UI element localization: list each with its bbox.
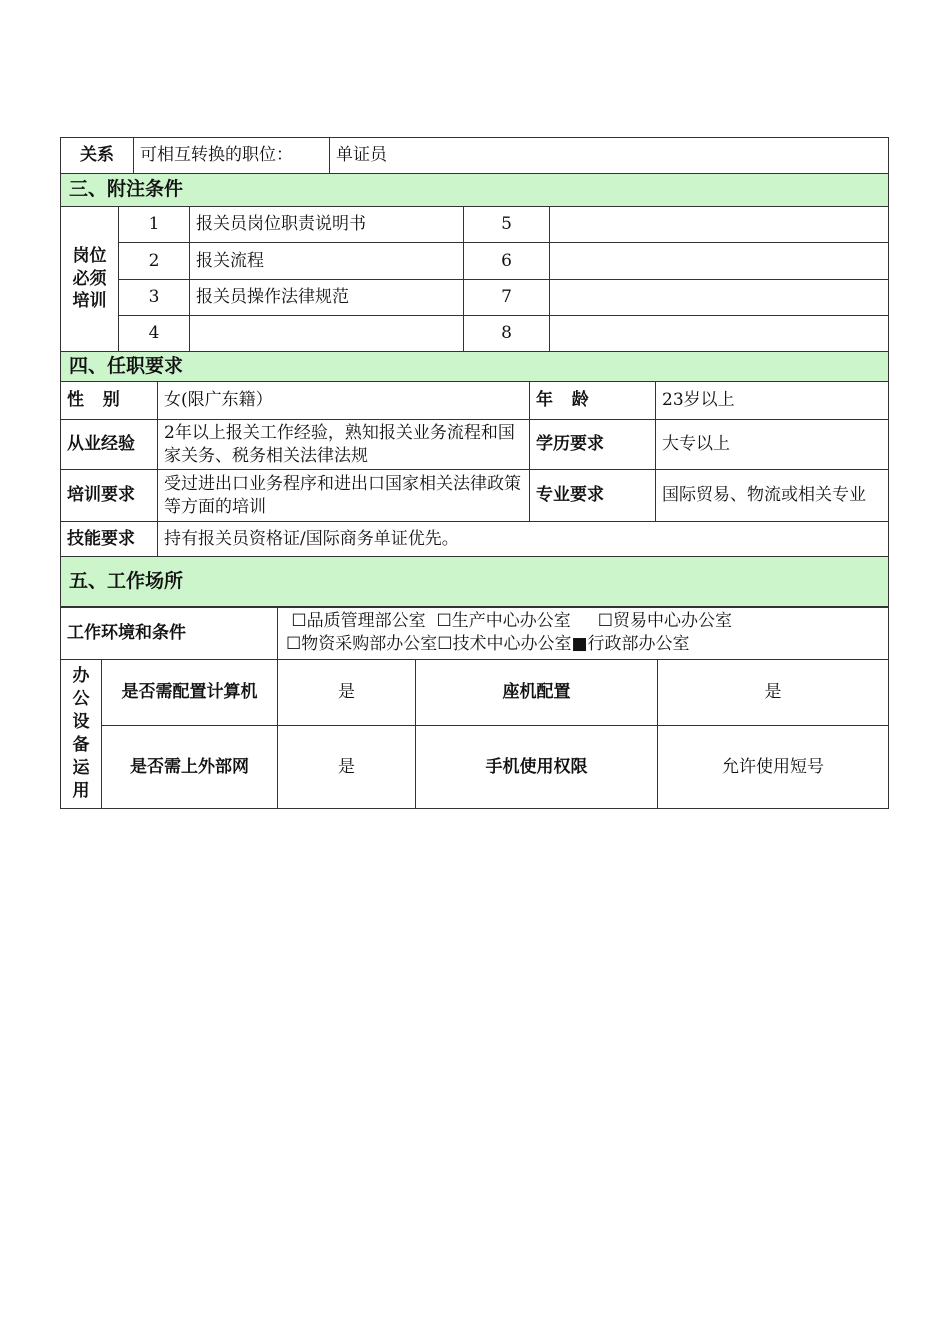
computer-value: 是 (278, 660, 416, 726)
mobile-permission-label: 手机使用权限 (416, 726, 658, 809)
training-number: 2 (119, 243, 190, 280)
internet-value: 是 (278, 726, 416, 809)
section-4-title: 四、任职要求 (61, 352, 889, 382)
age-label: 年龄 (530, 382, 656, 420)
major-label: 专业要求 (530, 470, 656, 522)
training-item (550, 243, 889, 280)
mobile-permission-value: 允许使用短号 (658, 726, 889, 809)
training-item: 报关流程 (190, 243, 464, 280)
relation-label: 关系 (61, 138, 134, 174)
training-item (550, 207, 889, 243)
training-number: 4 (119, 316, 190, 352)
environment-table (60, 606, 889, 660)
office-equipment-table (60, 659, 889, 809)
training-number: 8 (464, 316, 550, 352)
requirements-table (60, 381, 889, 608)
gender-label: 性别 (61, 382, 158, 420)
training-number: 5 (464, 207, 550, 243)
experience-value: 2年以上报关工作经验，熟知报关业务流程和国家关务、税务相关法律法规 (158, 420, 530, 470)
required-training-label: 岗位 必须 培训 (61, 207, 119, 352)
major-value: 国际贸易、物流或相关专业 (656, 470, 889, 522)
education-label: 学历要求 (530, 420, 656, 470)
convertible-position-label: 可相互转换的职位： (134, 138, 330, 174)
training-number: 1 (119, 207, 190, 243)
training-req-value: 受过进出口业务程序和进出口国家相关法律政策等方面的培训 (158, 470, 530, 522)
environment-label: 工作环境和条件 (61, 607, 278, 660)
skill-value: 持有报关员资格证/国际商务单证优先。 (158, 522, 889, 557)
convertible-position-value: 单证员 (330, 138, 889, 174)
relation-table (60, 137, 889, 207)
training-number: 3 (119, 280, 190, 316)
skill-label: 技能要求 (61, 522, 158, 557)
environment-options-line-2: ☐物资采购部办公室☐技术中心办公室■行政部办公室 (286, 634, 690, 654)
training-item (190, 316, 464, 352)
computer-label: 是否需配置计算机 (102, 660, 278, 726)
training-item: 报关员操作法律规范 (190, 280, 464, 316)
age-value: 23岁以上 (656, 382, 889, 420)
section-5-title: 五、工作场所 (61, 557, 889, 608)
office-equipment-label: 办 公 设 备 运 用 (61, 660, 102, 809)
training-number: 6 (464, 243, 550, 280)
training-table (60, 206, 889, 382)
training-item (550, 316, 889, 352)
internet-label: 是否需上外部网 (102, 726, 278, 809)
environment-options-line-1: ☐品质管理部公室 ☐生产中心办公室 ☐贸易中心办公室 (286, 611, 732, 632)
landline-label: 座机配置 (416, 660, 658, 726)
section-3-title: 三、附注条件 (61, 174, 889, 207)
landline-value: 是 (658, 660, 889, 726)
training-item: 报关员岗位职责说明书 (190, 207, 464, 243)
environment-options (278, 607, 889, 660)
gender-value: 女(限广东籍） (158, 382, 530, 420)
education-value: 大专以上 (656, 420, 889, 470)
training-item (550, 280, 889, 316)
training-req-label: 培训要求 (61, 470, 158, 522)
experience-label: 从业经验 (61, 420, 158, 470)
training-number: 7 (464, 280, 550, 316)
